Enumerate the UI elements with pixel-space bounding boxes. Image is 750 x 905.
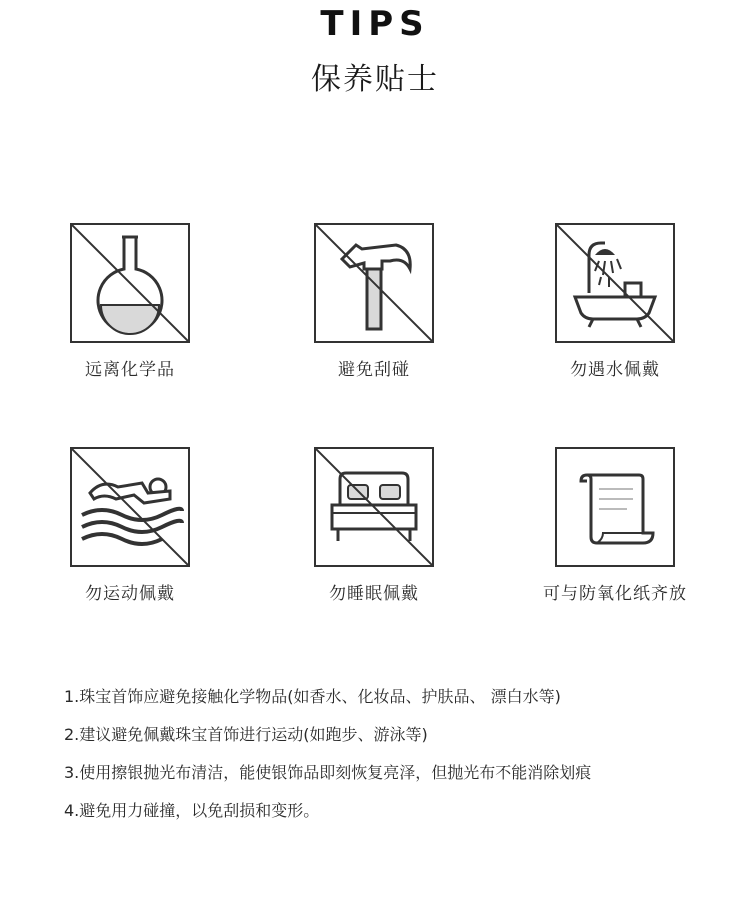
care-notes-list [64, 678, 724, 830]
tip-label: 勿运动佩戴 [85, 584, 175, 604]
tip-label: 远离化学品 [85, 360, 175, 380]
tip-icon-frame [314, 223, 434, 343]
care-note: 1.珠宝首饰应避免接触化学物品(如香水、化妆品、护肤品、 漂白水等) [64, 687, 561, 706]
tip-avoid-sports [20, 447, 240, 604]
tip-icon-frame [70, 223, 190, 343]
tip-label: 可与防氧化纸齐放 [543, 584, 687, 604]
shower-bathtub-icon [557, 225, 673, 341]
care-note: 4.避免用力碰撞，以免刮损和变形。 [64, 801, 320, 820]
tip-avoid-chemicals [20, 223, 240, 380]
chemical-flask-icon [72, 225, 188, 341]
tip-icon-frame [70, 447, 190, 567]
tip-avoid-scratch [264, 223, 484, 380]
bed-icon [316, 449, 432, 565]
hammer-icon [316, 225, 432, 341]
tip-avoid-water [505, 223, 725, 380]
care-note: 3.使用擦银抛光布清洁，能使银饰品即刻恢复亮泽，但抛光布不能消除划痕 [64, 763, 592, 782]
tip-icon-frame [555, 223, 675, 343]
tip-label: 避免刮碰 [338, 360, 410, 380]
paper-scroll-icon [557, 449, 673, 565]
tip-avoid-sleep [264, 447, 484, 604]
tip-icon-frame [314, 447, 434, 567]
tip-icon-frame [555, 447, 675, 567]
tip-label: 勿遇水佩戴 [570, 360, 660, 380]
tip-anti-oxidation-paper [505, 447, 725, 604]
swimmer-icon [72, 449, 188, 565]
care-note: 2.建议避免佩戴珠宝首饰进行运动(如跑步、游泳等) [64, 725, 428, 744]
page-subtitle: 保养贴士 [311, 62, 439, 97]
page-title: TIPS [320, 4, 430, 44]
tip-label: 勿睡眠佩戴 [329, 584, 419, 604]
